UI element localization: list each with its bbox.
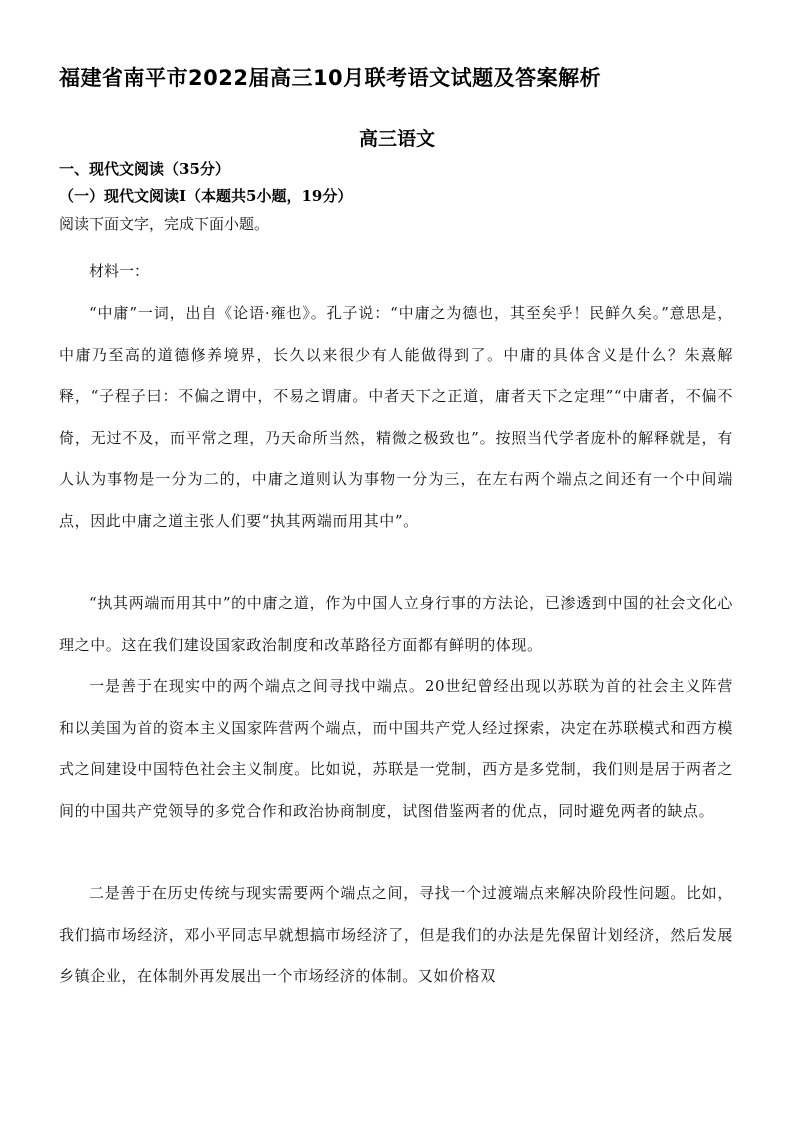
body-paragraph: 二是善于在历史传统与现实需要两个端点之间，寻找一个过渡端点来解决阶段性问题。比如，我们搞市场经济，邓小平同志早就想搞市场经济了，但是我们的办法是先保留计划经济，然后发展乡镇企业，在体制外再发展出一个市场经济的体制。又如价格双 <box>59 884 733 985</box>
subject-heading: 高三语文 <box>358 128 435 150</box>
reading-instruction: 阅读下面文字，完成下面小题。 <box>59 215 270 233</box>
body-paragraph: “执其两端而用其中”的中庸之道，作为中国人立身行事的方法论，已渗透到中国的社会文化心理之中。这在我们建设国家政治制度和改革路径方面都有鲜明的体现。 <box>59 594 733 654</box>
body-paragraph: 一是善于在现实中的两个端点之间寻找中端点。20世纪曾经出现以苏联为首的社会主义阵营和以美国为首的资本主义国家阵营两个端点，而中国共产党人经过探索，决定在苏联模式和西方模式之间建设中国特色社会主义制度。比如说，苏联是一党制，西方是多党制，我们则是居于两者之间的中国共产党领导的多党合作和政治协商制度，试图借鉴两者的优点，同时避免两者的缺点。 <box>59 677 733 820</box>
body-paragraph: “中庸”一词，出自《论语·雍也》。孔子说：“中庸之为德也，其至矣乎！民鲜久矣。”意思是，中庸乃至高的道德修养境界，长久以来很少有人能做得到了。中庸的具体含义是什么？朱熹解释，“子程子曰：不偏之谓中，不易之谓庸。中者天下之正道，庸者天下之定理”“中庸者，不偏不倚，无过不及，而平常之理，乃天命所当然，精微之极致也”。按照当代学者庞朴的解释就是，有人认为事物是一分为二的，中庸之道则认为事物一分为三，在左右两个端点之间还有一个中间端点，因此中庸之道主张人们要“执其两端而用其中”。 <box>59 304 733 530</box>
material-label: 材料一： <box>89 262 150 280</box>
section-heading: 一、现代文阅读（35分） <box>59 160 230 178</box>
subsection-heading: （一）现代文阅读Ⅰ（本题共5小题，19分） <box>59 187 353 205</box>
document-title: 福建省南平市2022届高三10月联考语文试题及答案解析 <box>59 66 602 90</box>
